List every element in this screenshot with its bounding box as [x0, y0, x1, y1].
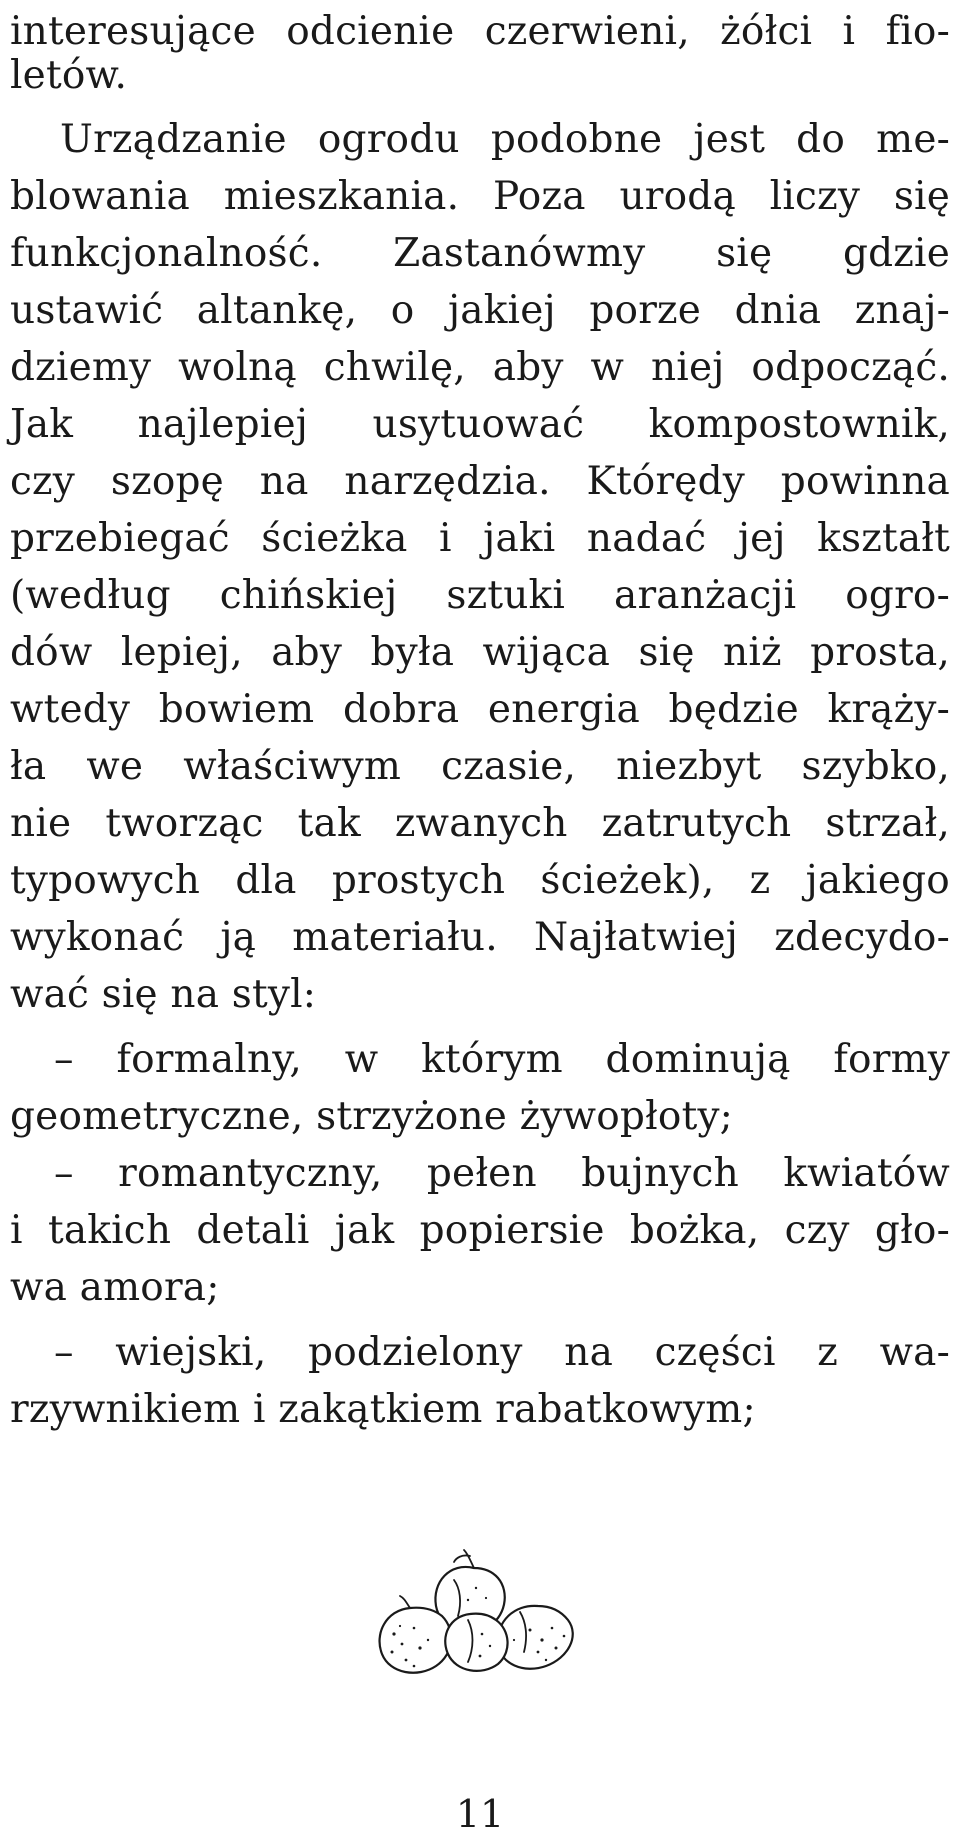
text-line: wykonać ją materiału. Najłatwiej zdecydo- — [10, 915, 950, 960]
text-line: dziemy wolną chwilę, aby w niej odpocząć. — [10, 345, 950, 390]
text-line: letów. — [10, 53, 128, 98]
text-line: typowych dla prostych ścieżek), z jakiego — [10, 858, 950, 903]
text-line: – wiejski, podzielony na części z wa- — [54, 1330, 950, 1375]
text-line: czy szopę na narzędzia. Którędy powinna — [10, 459, 950, 504]
text-line: Jak najlepiej usytuować kompostownik, — [10, 402, 950, 447]
text-line: funkcjonalność. Zastanówmy się gdzie — [10, 231, 950, 276]
text-line: ła we właściwym czasie, niezbyt szybko, — [10, 744, 950, 789]
fruit-illustration-icon — [370, 1548, 590, 1680]
text-line: interesujące odcienie czerwieni, żółci i fio- — [10, 9, 950, 54]
text-line: przebiegać ścieżka i jaki nadać jej kształt — [10, 516, 950, 561]
text-line: geometryczne, strzyżone żywopłoty; — [10, 1094, 734, 1139]
text-line: i takich detali jak popiersie bożka, czy gło- — [10, 1208, 950, 1253]
text-line: – formalny, w którym dominują formy — [54, 1037, 950, 1082]
text-line: blowania mieszkania. Poza urodą liczy się — [10, 174, 950, 219]
text-line: – romantyczny, pełen bujnych kwiatów — [54, 1151, 950, 1196]
text-line: rzywnikiem i zakątkiem rabatkowym; — [10, 1387, 756, 1432]
page-number: 11 — [455, 1792, 505, 1836]
text-line: wa amora; — [10, 1265, 220, 1310]
text-line: Urządzanie ogrodu podobne jest do me- — [60, 117, 950, 162]
text-line: ustawić altankę, o jakiej porze dnia znaj- — [10, 288, 950, 333]
text-line: wać się na styl: — [10, 972, 317, 1017]
text-line: dów lepiej, aby była wijąca się niż prosta, — [10, 630, 950, 675]
text-line: wtedy bowiem dobra energia będzie krąży- — [10, 687, 950, 732]
text-line: nie tworząc tak zwanych zatrutych strzał, — [10, 801, 950, 846]
text-line: (według chińskiej sztuki aranżacji ogro- — [10, 573, 950, 618]
